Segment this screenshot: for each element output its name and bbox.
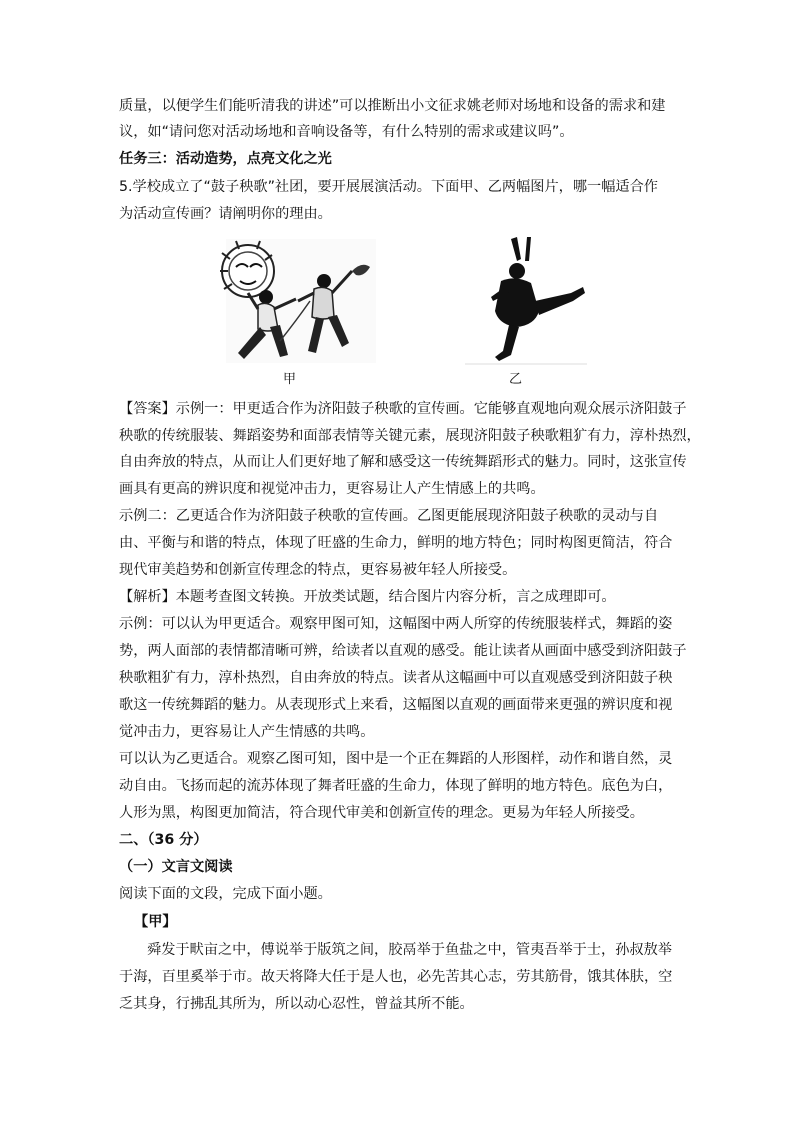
- answer-text: 画具有更高的辨识度和视觉冲击力，更容易让人产生情感上的共鸣。: [119, 481, 545, 497]
- passage-label: 【甲】: [134, 914, 177, 930]
- answer-text: 秧歌的传统服装、舞蹈姿势和面部表情等关键元素，展现济阳鼓子秧歌粗犷有力，淳朴热烈，: [119, 428, 701, 444]
- dancers-illustration: [206, 231, 378, 368]
- passage-text: 于海，百里奚举于市。故天将降大任于是人也，必先苦其心志，劳其筋骨，饿其体肤，空: [119, 969, 673, 985]
- dancer-silhouette-illustration: [465, 231, 587, 368]
- analysis-text: 动自由。飞扬而起的流苏体现了舞者旺盛的生命力，体现了鲜明的地方特色。底色为白，: [119, 778, 673, 794]
- answer-text: 【答案】示例一：甲更适合作为济阳鼓子秧歌的宣传画。它能够直观地向观众展示济阳鼓子: [119, 401, 687, 417]
- analysis-text: 【解析】本题考查图文转换。开放类试题，结合图片内容分析，言之成理即可。: [119, 589, 616, 605]
- question-text: 5.学校成立了“鼓子秧歌”社团，要开展展演活动。下面甲、乙两幅图片，哪一幅适合作: [119, 179, 658, 195]
- section-heading: 二、（36 分）: [119, 832, 208, 848]
- analysis-text: 觉冲击力，更容易让人产生情感的共鸣。: [119, 724, 375, 740]
- analysis-text: 示例：可以认为甲更适合。观察甲图可知，这幅图中两人所穿的传统服装样式，舞蹈的姿: [119, 616, 673, 632]
- figure-jia-caption: 甲: [283, 372, 297, 387]
- analysis-text: 秧歌粗犷有力，淳朴热烈，自由奔放的特点。读者从这幅画中可以直观感受到济阳鼓子秧: [119, 670, 673, 686]
- analysis-text: 可以认为乙更适合。观察乙图可知，图中是一个正在舞蹈的人形图样，动作和谐自然，灵: [119, 751, 673, 767]
- analysis-text: 势，两人面部的表情都清晰可辨，给读者以直观的感受。能让读者从画面中感受到济阳鼓子: [119, 643, 687, 659]
- figure-yi: [465, 231, 587, 368]
- text-line: 议，如“请问您对活动场地和音响设备等，有什么特别的需求或建议吗”。: [119, 124, 574, 140]
- task-heading: 任务三：活动造势，点亮文化之光: [119, 151, 332, 167]
- answer-text: 示例二：乙更适合作为济阳鼓子秧歌的宣传画。乙图更能展现济阳鼓子秧歌的灵动与自: [119, 508, 659, 524]
- analysis-text: 歌这一传统舞蹈的魅力。从表现形式上来看，这幅图以直观的画面带来更强的辨识度和视: [119, 697, 673, 713]
- analysis-text: 人形为黑，构图更加简洁，符合现代审美和创新宣传的理念。更易为年轻人所接受。: [119, 805, 644, 821]
- answer-text: 自由奔放的特点，从而让人们更好地了解和感受这一传统舞蹈形式的魅力。同时，这张宣传: [119, 454, 687, 470]
- answer-text: 现代审美趋势和创新宣传理念的特点，更容易被年轻人所接受。: [119, 562, 517, 578]
- subsection-heading: （一）文言文阅读: [119, 859, 233, 875]
- question-text: 为活动宣传画？请阐明你的理由。: [119, 206, 332, 222]
- passage-text: 乏其身，行拂乱其所为，所以动心忍性，曾益其所不能。: [119, 996, 474, 1012]
- passage-text: 舜发于畎亩之中，傅说举于版筑之间，胶鬲举于鱼盐之中，管夷吾举于士，孙叔敖举: [147, 942, 672, 958]
- instruction-text: 阅读下面的文段，完成下面小题。: [119, 886, 332, 902]
- answer-text: 由、平衡与和谐的特点，体现了旺盛的生命力，鲜明的地方特色；同时构图更简洁，符合: [119, 535, 673, 551]
- figure-yi-caption: 乙: [509, 372, 523, 387]
- figure-jia: [206, 231, 378, 368]
- text-line: 质量，以便学生们能听清我的讲述”可以推断出小文征求姚老师对场地和设备的需求和建: [119, 98, 666, 114]
